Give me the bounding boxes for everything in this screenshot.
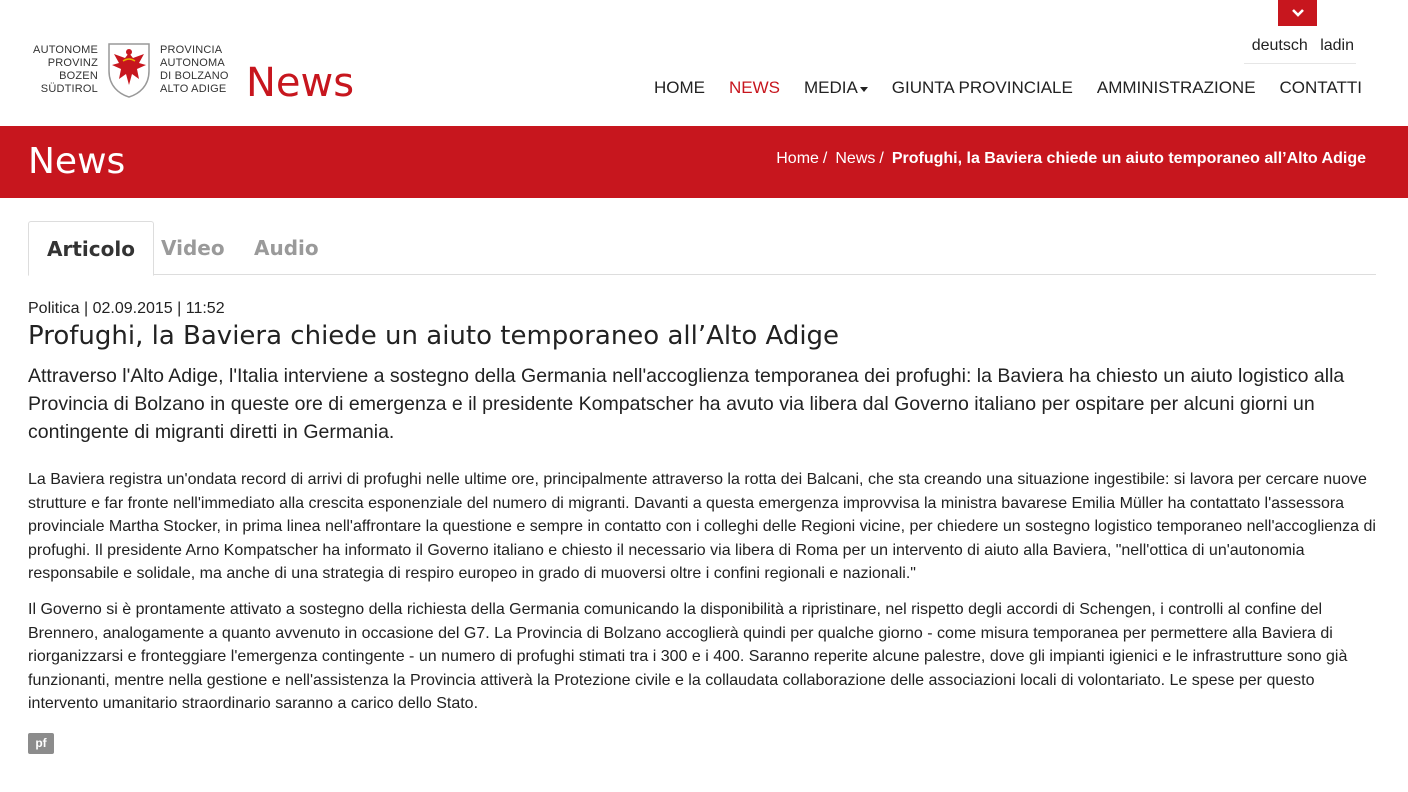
breadcrumb-news[interactable]: News	[835, 150, 876, 167]
page-banner	[0, 126, 1408, 198]
logo-line: ALTO ADIGE	[160, 83, 227, 95]
breadcrumb-home[interactable]: Home	[776, 150, 819, 167]
eagle-shield-icon	[106, 41, 152, 99]
breadcrumb-current: Profughi, la Baviera chiede un aiuto temporaneo all’Alto Adige	[891, 150, 1366, 167]
nav-item-media[interactable]	[804, 78, 868, 98]
tab-video[interactable]: Video	[161, 236, 225, 260]
logo-line: PROVINZ	[47, 57, 98, 69]
breadcrumb-separator: /	[822, 150, 828, 167]
divider	[1244, 63, 1356, 64]
nav-label: AMMINISTRAZIONE	[1096, 78, 1256, 97]
logo-line: AUTONOME	[33, 44, 98, 56]
article-meta: Politica | 02.09.2015 | 11:52	[28, 300, 225, 317]
nav-label: GIUNTA PROVINCIALE	[891, 78, 1073, 97]
main-nav	[630, 78, 1362, 98]
lang-link-deutsch[interactable]: deutsch	[1251, 37, 1308, 54]
language-links	[1244, 37, 1354, 55]
nav-label: NEWS	[728, 78, 780, 97]
site-title[interactable]: News	[246, 60, 355, 106]
article-paragraph: Il Governo si è prontamente attivato a sostegno della richiesta della Germania comunicando la disponibilità a ripristinare, nel rispetto degli accordi di Schengen, i controlli al confine del Brennero, analogamente a quanto avvenuto in occasione del G7. La Provincia di Bolzano accoglierà quindi per qualche giorno - come misura temporanea per permettere alla Baviera di riorganizzarsi e fronteggiare l'emergenza contingente - un numero di profughi stimati tra i 300 e i 400. Saranno reperite alcune palestre, dove gli impianti igienici e le infrastrutture sono già funzionanti, mentre nella gestione e nell'assistenza la Provincia attiverà la Protezione civile e la collaudata collaborazione delle associazioni locali di volontariato. Le spese per questo intervento umanitario straordinario saranno a carico dello Stato.	[28, 601, 1348, 713]
nav-label: MEDIA	[803, 78, 858, 97]
article-paragraph: La Baviera registra un'ondata record di arrivi di profughi nelle ultime ore, principalmente attraverso la rotta dei Balcani, che sta creando una situazione ingestibile: si lavora per cercare nuove strutture e far fronte nell'immediato alla crescita esponenziale del numero di migranti. Davanti a questa emergenza improvvisa la ministra bavarese Emilia Müller ha contattato l'assessora provinciale Martha Stocker, in prima linea nell'affrontare la questione e sempre in contatto con i colleghi delle Regioni vicine, per chiedere un sostegno logistico temporaneo nell'accoglienza di profughi. Il presidente Arno Kompatscher ha informato il Governo italiano e chiesto il necessario via libera di Roma per un intervento di aiuto alla Baviera, "nell'ottica di un'autonomia responsabile e solidale, ma anche di una strategia di respiro europeo in grado di muoversi oltre i confini regionali e nazionali."	[28, 471, 1376, 583]
logo-line: SÜDTIROL	[40, 83, 98, 95]
tab-articolo[interactable]: Articolo	[28, 221, 154, 276]
logo-line: PROVINCIA	[160, 44, 223, 56]
logo-line: DI BOLZANO	[160, 70, 229, 82]
nav-item-contatti[interactable]	[1280, 78, 1362, 98]
page-title: News	[28, 141, 126, 182]
logo-line: AUTONOMA	[160, 57, 225, 69]
content-tabs	[28, 221, 1376, 275]
logo-text-german	[28, 44, 98, 96]
chevron-down-icon	[1291, 8, 1305, 18]
nav-item-amministrazione[interactable]	[1097, 78, 1256, 98]
site-header	[0, 0, 1408, 126]
breadcrumb	[776, 150, 1366, 168]
logo-line: BOZEN	[59, 70, 98, 82]
nav-label: CONTATTI	[1279, 78, 1362, 97]
author-tag[interactable]: pf	[28, 733, 54, 754]
breadcrumb-separator: /	[879, 150, 884, 167]
lang-link-ladin[interactable]: ladin	[1320, 37, 1354, 54]
province-logo[interactable]	[28, 40, 234, 100]
article-title: Profughi, la Baviera chiede un aiuto temporaneo all’Alto Adige	[28, 321, 840, 351]
logo-text-italian	[160, 44, 234, 96]
caret-down-icon	[860, 87, 868, 92]
nav-item-news[interactable]	[729, 78, 780, 98]
nav-label: HOME	[653, 78, 705, 97]
tab-audio[interactable]: Audio	[254, 236, 319, 260]
nav-item-giunta-provinciale[interactable]	[892, 78, 1073, 98]
article-lead: Attraverso l'Alto Adige, l'Italia interviene a sostegno della Germania nell'accoglienza temporanea dei profughi: la Baviera ha chiesto un aiuto logistico alla Provincia di Bolzano in queste ore di emergenza e il presidente Kompatscher ha avuto via libera dal Governo italiano per ospitare per alcuni giorni un contingente di migranti diretti in Germania.	[28, 365, 1345, 443]
nav-item-home[interactable]	[654, 78, 705, 98]
language-toggle-button[interactable]	[1278, 0, 1317, 26]
